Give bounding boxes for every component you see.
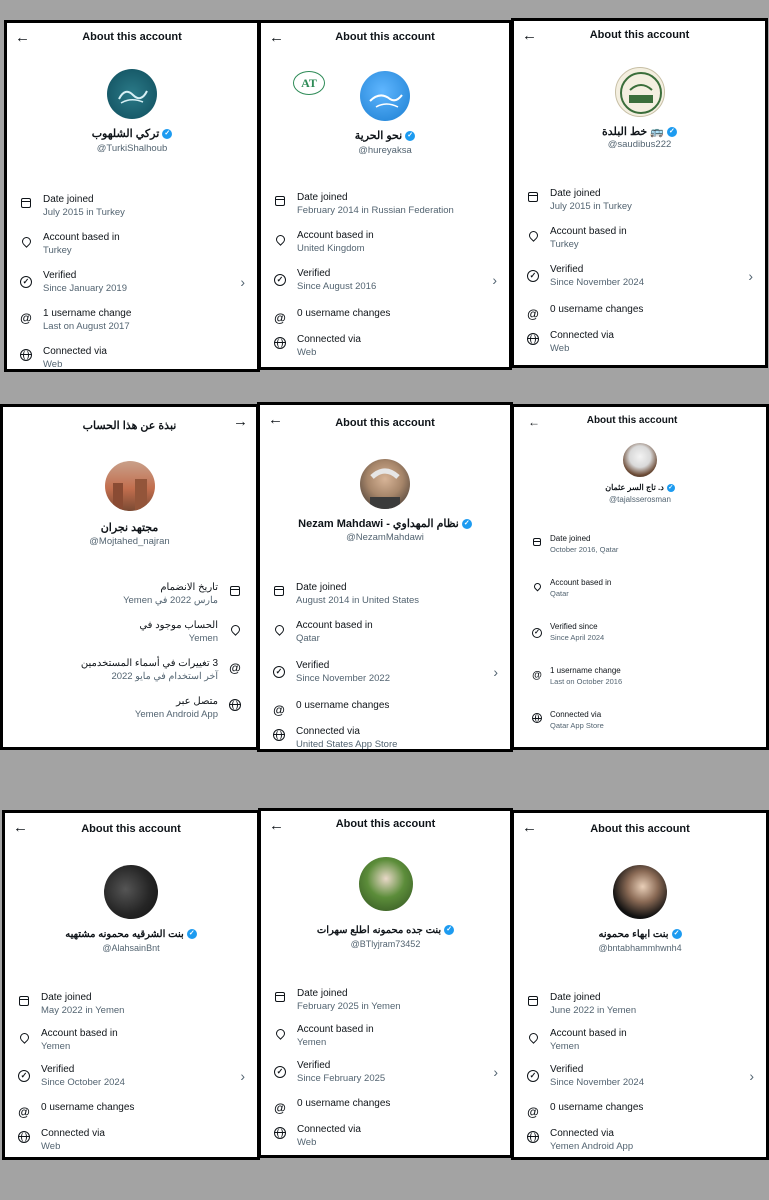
at-sign-icon: @ [229, 661, 241, 675]
row-connected-via: Connected via United States App Store [260, 725, 510, 752]
calendar-icon [273, 991, 287, 1005]
page-title: About this account [335, 31, 435, 43]
verified-badge-icon: ✓ [162, 129, 172, 139]
avatar[interactable] [623, 443, 657, 477]
location-pin-icon [273, 1027, 287, 1041]
verified-badge-icon: ✓ [672, 929, 682, 939]
arrow-right-icon[interactable]: → [233, 413, 248, 430]
row-verified[interactable]: ✓ Verified Since November 2022 › [260, 659, 510, 693]
page-title: About this account [82, 31, 182, 43]
globe-icon [526, 333, 540, 347]
verified-badge-icon: ✓ [668, 484, 674, 491]
display-name: Nezam Mahdawi - نظام المهداوي ✓ [260, 517, 510, 530]
chevron-right-icon[interactable]: › [493, 1064, 498, 1080]
row-verified: ✓ Verified since Since April 2024 [514, 621, 766, 655]
username-handle: @hureyaksa [358, 145, 412, 156]
row-verified[interactable]: ✓ Verified Since November 2024 › [514, 263, 765, 297]
row-date-joined: Date joined February 2014 in Russian Federation [261, 191, 509, 225]
card-header [260, 405, 510, 435]
verified-check-icon: ✓ [272, 663, 286, 677]
verified-check-icon: ✓ [273, 1063, 287, 1077]
calendar-icon [19, 197, 33, 211]
globe-icon [273, 1127, 287, 1141]
page-title: About this account [586, 415, 678, 426]
at-sign-icon: @ [527, 307, 539, 321]
row-account-based: Account based in Qatar [514, 577, 766, 611]
row-verified[interactable]: ✓ Verified Since January 2019 › [7, 269, 257, 303]
calendar-icon [228, 585, 242, 599]
calendar-icon [526, 191, 540, 205]
row-date-joined: Date joined July 2015 in Turkey [514, 187, 765, 221]
row-date-joined: Date joined July 2015 in Turkey [7, 193, 257, 227]
row-date-joined: Date joined May 2022 in Yemen [5, 991, 257, 1025]
row-connected-via: Connected via Web [261, 1123, 510, 1157]
avatar[interactable] [105, 461, 155, 511]
row-username-changes: @ 0 username changes [18, 1102, 135, 1119]
card-header [7, 23, 257, 53]
account-card-bntabhammhwnh4 [511, 810, 769, 1160]
avatar[interactable] [360, 71, 410, 121]
chevron-right-icon[interactable]: › [240, 1068, 245, 1084]
globe-icon [273, 337, 287, 351]
row-connected-via: Connected via Web [514, 329, 765, 363]
row-account-based: Account based in Turkey [7, 231, 257, 265]
row-username-changes: @ 0 username changes [274, 1098, 391, 1115]
display-name: مجتهد نجران [100, 522, 159, 534]
back-arrow-icon[interactable]: ← [522, 819, 537, 836]
username-handle: @TurkiShalhoub [96, 143, 168, 154]
row-account-based: Account based in United Kingdom [261, 229, 509, 263]
account-card-mojtahed-najran [0, 404, 259, 750]
card-header [5, 813, 257, 843]
card-header [261, 811, 510, 841]
row-verified[interactable]: ✓ Verified Since February 2025 › [261, 1059, 510, 1093]
verified-badge-icon: ✓ [405, 131, 415, 141]
account-card-btlyjram73452 [258, 808, 513, 1158]
chevron-right-icon[interactable]: › [492, 272, 497, 288]
row-username-changes: @ 1 username change Last on October 2016 [514, 665, 766, 699]
account-card-hureyaksa [258, 20, 512, 370]
page-title: About this account [590, 823, 690, 835]
page-title: About this account [335, 818, 436, 830]
account-card-nezammahdawi [257, 402, 513, 752]
calendar-icon [272, 585, 286, 599]
username-handle: @AlahsainBnt [102, 943, 160, 953]
row-date-joined: Date joined June 2022 in Yemen [514, 991, 766, 1025]
row-connected-via: Connected via Qatar App Store [514, 709, 766, 743]
location-pin-icon [17, 1031, 31, 1045]
avatar[interactable] [359, 857, 413, 911]
avatar[interactable] [613, 865, 667, 919]
avatar[interactable] [615, 67, 665, 117]
card-header [3, 407, 256, 437]
card-header [514, 813, 766, 843]
display-name: بنت الشرقيه محمونه مشتهيه ✓ [5, 929, 257, 940]
at-sign-icon: @ [18, 1105, 30, 1119]
back-arrow-icon[interactable]: ← [522, 27, 537, 44]
row-username-changes: @ 0 username changes [527, 1102, 644, 1119]
chevron-right-icon[interactable]: › [748, 268, 753, 284]
page-title: About this account [335, 417, 435, 429]
row-connected-via: متصل عبر Yemen Android App [3, 695, 256, 729]
calendar-icon [530, 537, 544, 551]
chevron-right-icon[interactable]: › [240, 274, 245, 290]
verified-check-icon: ✓ [17, 1067, 31, 1081]
row-connected-via: Connected via Yemen Android App [514, 1127, 766, 1160]
avatar[interactable] [360, 459, 410, 509]
at-sign-icon: @ [274, 311, 286, 325]
location-pin-icon [272, 623, 286, 637]
username-handle: @tajalsserosman [609, 495, 671, 504]
calendar-icon [526, 995, 540, 1009]
chevron-right-icon[interactable]: › [749, 1068, 754, 1084]
row-connected-via: Connected via Web [7, 345, 257, 372]
back-arrow-icon[interactable]: ← [528, 415, 540, 429]
row-username-changes: @ 3 تغييرات في أسماء المستخدمين آخر استخدام في مايو 2022 [80, 658, 241, 682]
at-sign-icon: @ [532, 670, 542, 681]
verified-badge-icon: ✓ [187, 929, 197, 939]
account-card-turkishalhoub [4, 20, 260, 372]
username-handle: @NezamMahdawi [346, 532, 424, 543]
verified-badge-icon: ✓ [444, 925, 454, 935]
at-sign-icon: @ [20, 311, 32, 325]
calendar-icon [17, 995, 31, 1009]
page-title: About this account [81, 823, 181, 835]
location-pin-icon [526, 1031, 540, 1045]
row-username-changes: @ 1 username change Last on August 2017 [20, 308, 132, 332]
row-date-joined: Date joined August 2014 in United States [260, 581, 510, 615]
account-card-alahsainbnt [2, 810, 260, 1160]
row-account-based: الحساب موجود في Yemen [3, 619, 256, 653]
display-name: تركي الشلهوب ✓ [7, 127, 257, 140]
row-connected-via: Connected via Web [5, 1127, 257, 1160]
row-username-changes: @ 0 username changes [273, 700, 390, 717]
card-header [261, 23, 509, 53]
globe-icon [17, 1131, 31, 1145]
globe-icon [19, 349, 33, 363]
globe-icon [272, 729, 286, 743]
row-username-changes: @ 0 username changes [274, 308, 391, 325]
row-connected-via: Connected via Web [261, 333, 509, 367]
display-name: بنت جده محمونه اطلع سهرات ✓ [261, 925, 510, 936]
row-date-joined: Date joined October 2016, Qatar [514, 533, 766, 567]
page-title: نبذة عن هذا الحساب [82, 420, 177, 432]
location-pin-icon [530, 581, 544, 595]
avatar[interactable] [104, 865, 158, 919]
page-title: About this account [589, 29, 690, 41]
verified-check-icon: ✓ [530, 625, 544, 639]
back-arrow-icon[interactable]: ← [269, 29, 284, 46]
row-username-changes: @ 0 username changes [527, 304, 644, 321]
row-account-based: Account based in Yemen [5, 1027, 257, 1061]
row-account-based: Account based in Qatar [260, 619, 510, 653]
back-arrow-icon[interactable]: ← [15, 29, 30, 46]
username-handle: @saudibus222 [607, 139, 672, 150]
row-verified[interactable]: ✓ Verified Since October 2024 › [5, 1063, 257, 1097]
location-pin-icon [273, 233, 287, 247]
location-pin-icon [228, 623, 242, 637]
location-pin-icon [526, 229, 540, 243]
account-card-tajalsserosman [511, 404, 769, 750]
calendar-icon [273, 195, 287, 209]
verified-badge-icon: ✓ [462, 519, 472, 529]
globe-icon [228, 699, 242, 713]
back-arrow-icon[interactable]: ← [269, 817, 284, 834]
globe-icon [530, 713, 544, 727]
globe-icon [526, 1131, 540, 1145]
at-sign-icon: @ [274, 1101, 286, 1115]
verified-check-icon: ✓ [526, 1067, 540, 1081]
at-sign-icon: @ [527, 1105, 539, 1119]
avatar[interactable] [107, 69, 157, 119]
display-name: بنت ابهاء محمونه ✓ [514, 929, 766, 940]
username-handle: @Mojtahed_najran [89, 536, 170, 547]
username-handle: @bntabhammhwnh4 [598, 943, 682, 953]
display-name: نحو الحرية ✓ [261, 129, 509, 142]
back-arrow-icon[interactable]: ← [268, 411, 283, 428]
account-card-saudibus222 [511, 18, 768, 368]
verified-check-icon: ✓ [19, 273, 33, 287]
row-date-joined: تاريخ الانضمام مارس 2022 في Yemen [3, 581, 256, 615]
chevron-right-icon[interactable]: › [493, 664, 498, 680]
row-account-based: Account based in Turkey [514, 225, 765, 259]
location-pin-icon [19, 235, 33, 249]
row-verified[interactable]: ✓ Verified Since November 2024 › [514, 1063, 766, 1097]
display-name: خط البلدة 🚌 ✓ [514, 125, 765, 138]
at-logo: AT [293, 71, 325, 95]
at-sign-icon: @ [273, 703, 285, 717]
username-handle: @BTlyjram73452 [350, 939, 421, 949]
display-name: د. تاج السر عثمان ✓ [605, 483, 674, 492]
verified-check-icon: ✓ [273, 271, 287, 285]
card-header [514, 21, 765, 51]
row-date-joined: Date joined February 2025 in Yemen [261, 987, 510, 1021]
row-verified[interactable]: ✓ Verified Since August 2016 › [261, 267, 509, 301]
row-account-based: Account based in Yemen [514, 1027, 766, 1061]
verified-badge-icon: ✓ [667, 127, 677, 137]
verified-check-icon: ✓ [526, 267, 540, 281]
back-arrow-icon[interactable]: ← [13, 819, 28, 836]
row-account-based: Account based in Yemen [261, 1023, 510, 1057]
card-header [514, 407, 766, 437]
